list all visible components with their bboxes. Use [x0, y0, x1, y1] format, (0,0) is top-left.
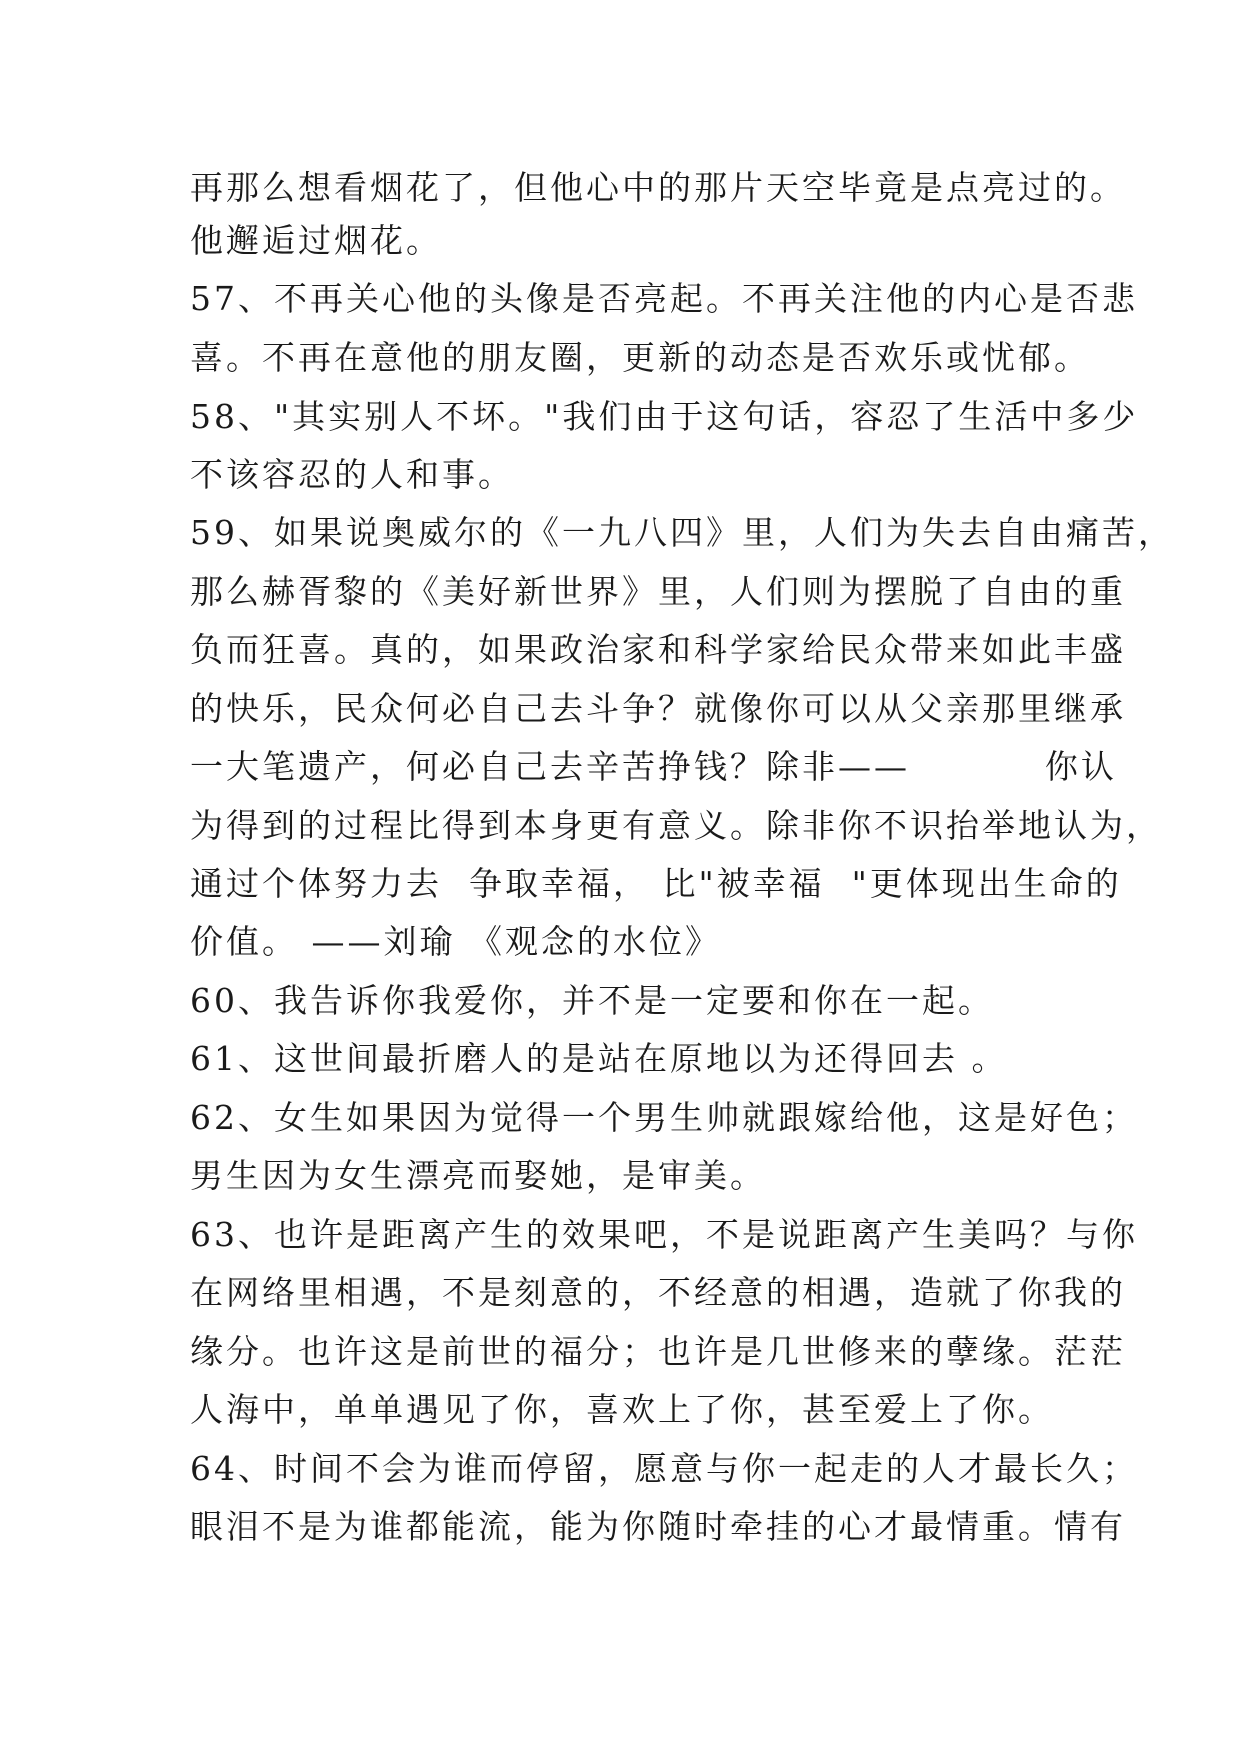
text-line: 缘分。也许这是前世的福分；也许是几世修来的孽缘。茫茫 [190, 1332, 1126, 1371]
text-line: 价值。 ——刘瑜 《观念的水位》 [190, 922, 721, 961]
text-line: 59、如果说奥威尔的《一九八四》里，人们为失去自由痛苦， [190, 513, 1174, 552]
text-line: 喜。不再在意他的朋友圈，更新的动态是否欢乐或忧郁。 [190, 338, 1090, 377]
text-line: 63、也许是距离产生的效果吧，不是说距离产生美吗？与你 [190, 1215, 1138, 1254]
text-line: 他邂逅过烟花。 [190, 221, 442, 260]
text-line: 57、不再关心他的头像是否亮起。不再关注他的内心是否悲 [190, 279, 1138, 318]
text-line: 那么赫胥黎的《美好新世界》里，人们则为摆脱了自由的重 [190, 572, 1126, 611]
text-line: 不该容忍的人和事。 [190, 455, 514, 494]
text-line: 的快乐，民众何必自己去斗争？就像你可以从父亲那里继承 [190, 689, 1126, 728]
text-line: 负而狂喜。真的，如果政治家和科学家给民众带来如此丰盛 [190, 630, 1126, 669]
text-line: 61、这世间最折磨人的是站在原地以为还得回去 。 [190, 1039, 1008, 1078]
text-line: 64、时间不会为谁而停留，愿意与你一起走的人才最长久； [190, 1449, 1138, 1488]
text-line: 眼泪不是为谁都能流，能为你随时牵挂的心才最情重。情有 [190, 1507, 1126, 1546]
text-line: 男生因为女生漂亮而娶她，是审美。 [190, 1156, 766, 1195]
text-line: 62、女生如果因为觉得一个男生帅就跟嫁给他，这是好色； [190, 1098, 1138, 1137]
text-line: 60、我告诉你我爱你，并不是一定要和你在一起。 [190, 981, 994, 1020]
text-line: 通过个体努力去 争取幸福， 比"被幸福 "更体现出生命的 [190, 864, 1122, 903]
text-line: 再那么想看烟花了，但他心中的那片天空毕竟是点亮过的。 [190, 168, 1126, 207]
text-line: 一大笔遗产，何必自己去辛苦挣钱？除非—— 你认 [190, 747, 1117, 786]
text-line: 人海中，单单遇见了你，喜欢上了你，甚至爱上了你。 [190, 1390, 1054, 1429]
text-line: 在网络里相遇，不是刻意的，不经意的相遇，造就了你我的 [190, 1273, 1126, 1312]
text-line: 58、"其实别人不坏。"我们由于这句话，容忍了生活中多少 [190, 397, 1139, 436]
text-line: 为得到的过程比得到本身更有意义。除非你不识抬举地认为， [190, 806, 1162, 845]
